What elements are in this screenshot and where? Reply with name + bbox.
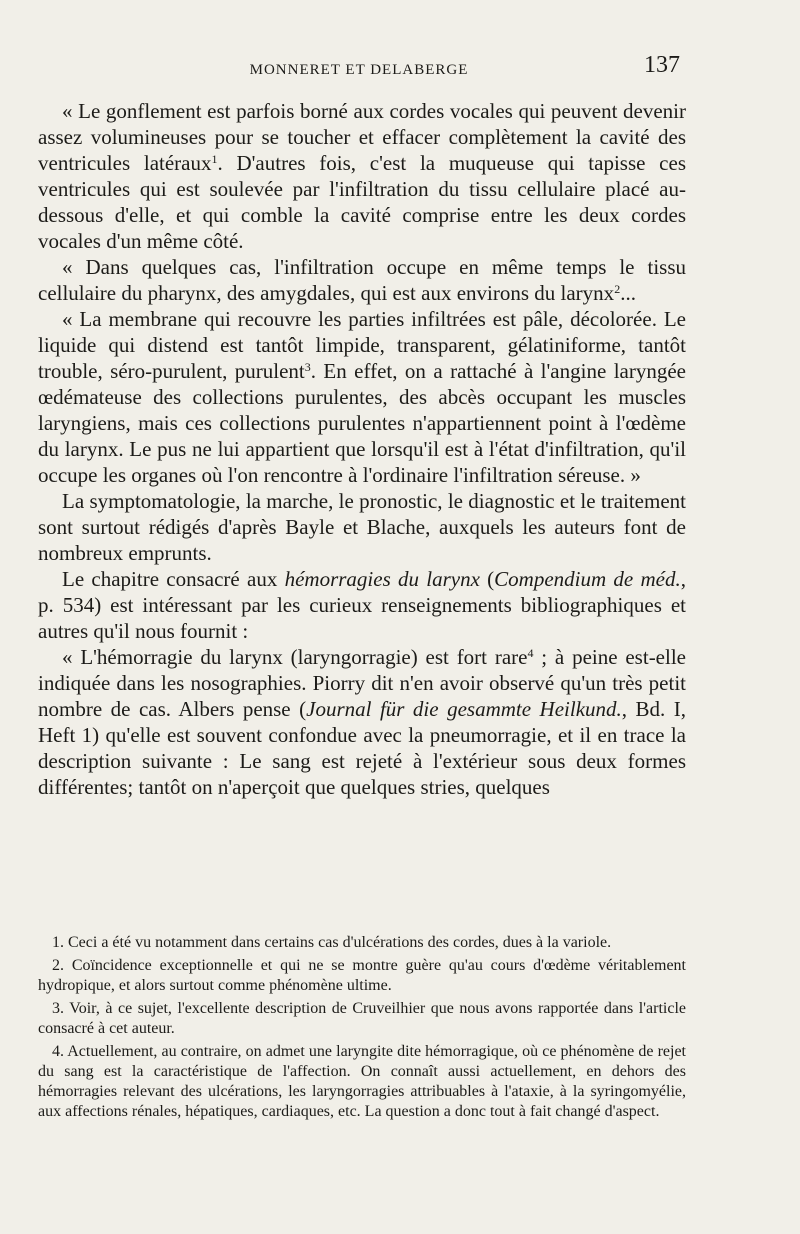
text-run: . En effet, on a rattaché à l'angine laryngée œdémateuse des collections purulentes, des abcès occupant les muscles laryngiens, mais ces collections purulentes n'appartiennent point à l'œdème du larynx. Le pus ne lui appartient que lorsqu'il est à l'état d'infiltration, qu'il occupe les organes où l'on rencontre à l'ordinaire l'infiltration séreuse. » bbox=[38, 359, 686, 487]
paragraph-1 bbox=[38, 98, 686, 254]
text-run: ( bbox=[479, 567, 495, 591]
text-run: « La membrane qui recouvre les parties infiltrées est pâle, décolorée. Le liquide qui distend est tantôt limpide, transparent, gélatiniforme, tantôt trouble, séro-purulent, purulent bbox=[38, 307, 686, 383]
text-run: . D'autres fois, c'est la muqueuse qui tapisse ces ventricules qui est soulevée par l'infiltration du tissu cellulaire placé au-dessous d'elle, et qui comble la cavité comprise entre les deux cordes vocales d'un même côté. bbox=[38, 151, 686, 253]
paragraph-5 bbox=[38, 566, 686, 644]
main-text bbox=[38, 98, 686, 800]
italic-title: Compendium de méd. bbox=[494, 567, 681, 591]
paragraph-4: La symptomatologie, la marche, le pronostic, le diagnostic et le traitement sont surtout rédigés d'après Bayle et Blache, auxquels les auteurs font de nombreux emprunts. bbox=[38, 489, 686, 565]
page-number: 137 bbox=[644, 52, 680, 78]
text-run: « Le gonflement est parfois borné aux cordes vocales qui peuvent devenir assez volumineuses pour se toucher et effacer complètement la cavité des ventricules latéraux bbox=[38, 99, 686, 175]
text-run: « L'hémorragie du larynx (laryngorragie) est fort rare bbox=[62, 645, 528, 669]
footnote-ref-4: 4 bbox=[527, 646, 534, 660]
footnote-2: 2. Coïncidence exceptionnelle et qui ne se montre guère qu'au cours d'œdème véritablement hydropique, et alors surtout comme phénomène ultime. bbox=[38, 957, 686, 994]
footnote-ref-3: 3 bbox=[304, 360, 311, 374]
paragraph-3 bbox=[38, 306, 686, 488]
footnote-ref-1: 1 bbox=[211, 152, 218, 166]
paragraph-2 bbox=[38, 254, 686, 306]
text-run: , p. 534) est intéressant par les curieux renseignements bibliographiques et autres qu'il nous fournit : bbox=[38, 567, 686, 643]
text-run: Le chapitre consacré aux bbox=[62, 567, 285, 591]
text-run: , Bd. I, Heft 1) qu'elle est souvent confondue avec la pneumorragie, et il en trace la description suivante : Le sang est rejeté à l'extérieur sous deux formes différentes; tantôt on n'aperçoit que quelques stries, quelques bbox=[38, 697, 687, 799]
footnotes bbox=[38, 933, 686, 1125]
footnote-1: 1. Ceci a été vu notamment dans certains cas d'ulcérations des cordes, dues à la variole. bbox=[52, 934, 612, 951]
footnote-3: 3. Voir, à ce sujet, l'excellente description de Cruveilhier que nous avons rapportée dans l'article consacré à cet auteur. bbox=[38, 1000, 686, 1037]
italic-title: hémorragies du larynx bbox=[284, 567, 480, 591]
page-header bbox=[38, 52, 680, 88]
paragraph-6 bbox=[38, 644, 686, 800]
text-run: « Dans quelques cas, l'infiltration occupe en même temps le tissu cellulaire du pharynx, des amygdales, qui est aux environs du larynx bbox=[38, 255, 686, 305]
text-run: ... bbox=[620, 281, 636, 305]
italic-title: Journal für die gesammte Heilkund. bbox=[306, 697, 622, 721]
running-head: MONNERET ET DELABERGE bbox=[249, 62, 469, 78]
footnote-ref-2: 2 bbox=[614, 282, 621, 296]
footnote-4: 4. Actuellement, au contraire, on admet une laryngite dite hémorragique, où ce phénomène de rejet du sang est la caractéristique de l'affection. On connaît aussi actuellement, en dehors des hémorragies relevant des ulcérations, les laryngorragies attribuables à l'ataxie, à la syringomyélie, aux affections rénales, hépatiques, cardiaques, etc. La question a donc tout à fait changé d'aspect. bbox=[38, 1043, 686, 1120]
text-run: ; à peine est-elle indiquée dans les nosographies. Piorry dit n'en avoir observé qu'un très petit nombre de cas. Albers pense ( bbox=[38, 645, 686, 721]
